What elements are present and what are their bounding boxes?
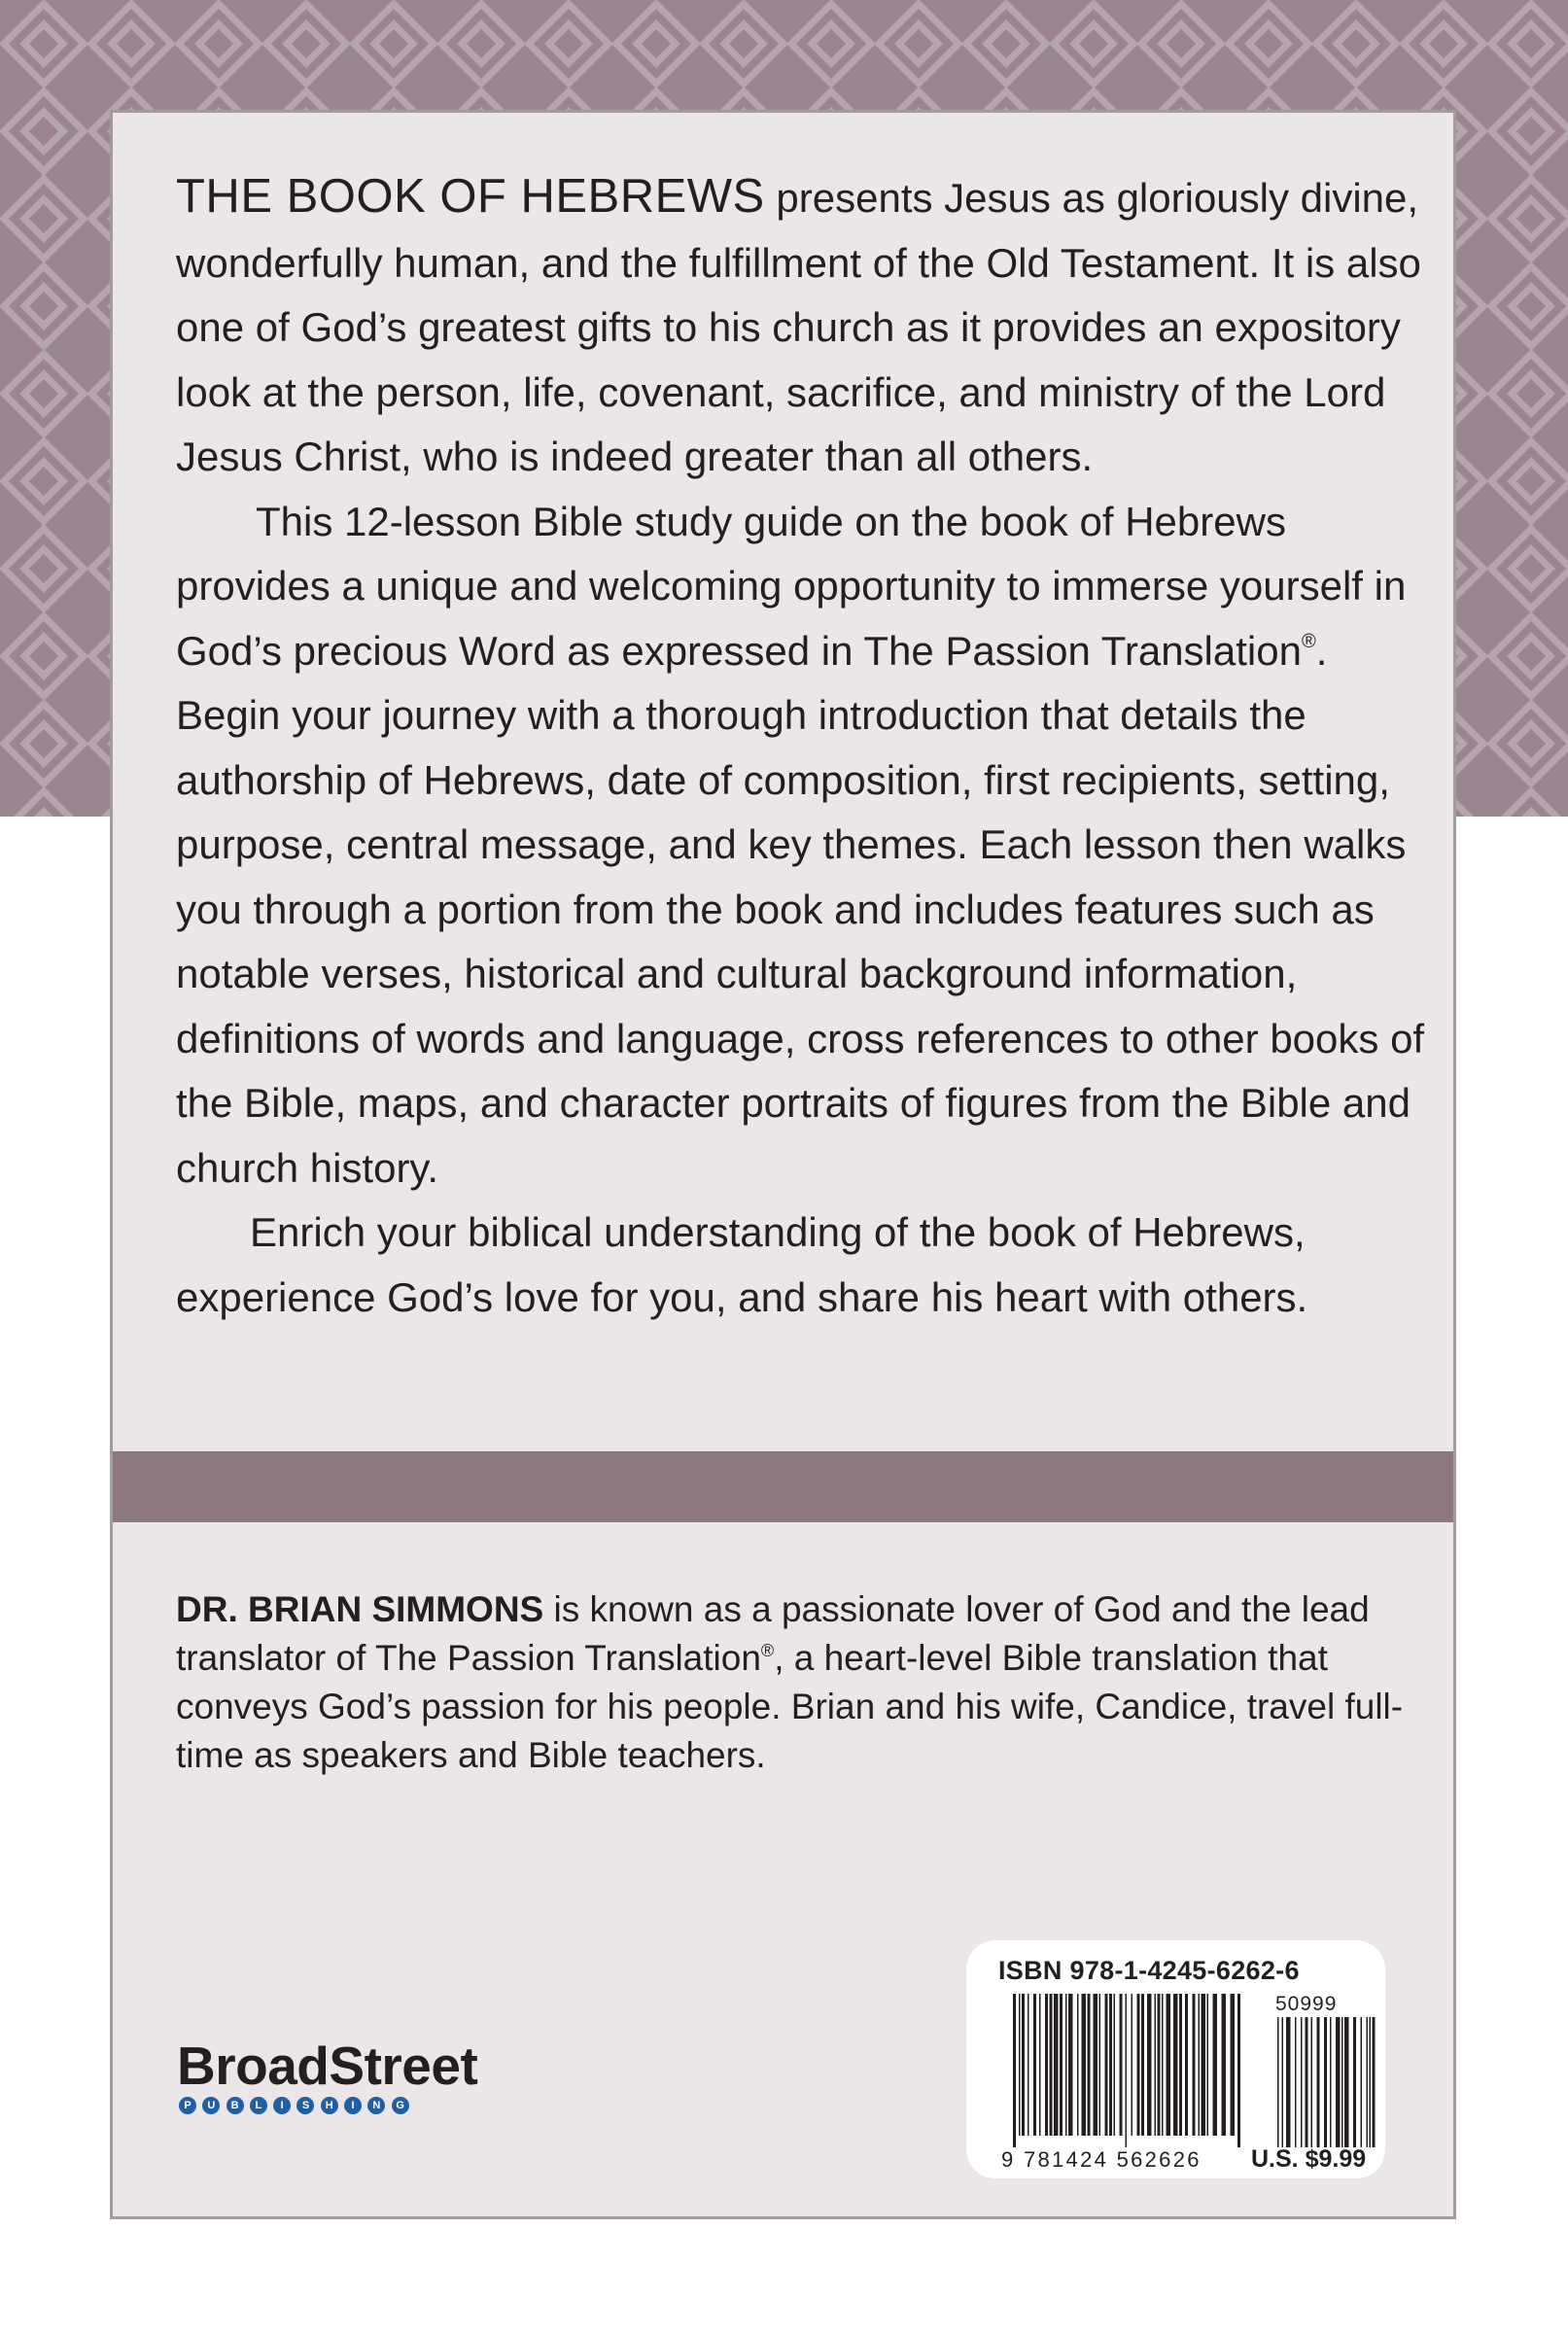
description-p1-text: presents Jesus as gloriously divine, wonderfully human, and the fulfillment of the Old Testament. It is also one of God’s greatest gifts to his church as it provides an expository look at the person, life, covenant, sacrifice, and ministry of the Lord Jesus Christ, who is indeed greater than all others. <box>176 175 1421 479</box>
tagline-letter: B <box>226 2097 244 2114</box>
tagline-letter: S <box>296 2097 314 2114</box>
barcode-bar <box>1114 1994 1116 2136</box>
barcode-bar <box>1213 1994 1218 2136</box>
barcode-bar <box>1199 1994 1201 2136</box>
barcode-bar <box>1162 1994 1164 2136</box>
barcode-bar <box>1222 1994 1227 2136</box>
barcode-bar <box>1126 1994 1128 2147</box>
barcode-bar <box>1207 1994 1209 2136</box>
barcode-bar <box>1068 1994 1073 2136</box>
barcode-bar <box>1342 2017 1343 2147</box>
barcode-bar <box>1039 1994 1041 2136</box>
barcode-bar <box>1306 2017 1308 2147</box>
back-cover-panel <box>110 110 1456 2219</box>
barcode-bar <box>1317 2017 1320 2147</box>
registered-mark: ® <box>1301 630 1316 652</box>
barcode-bar <box>1370 2017 1372 2147</box>
book-description <box>176 164 1430 1330</box>
tagline-letter: L <box>250 2097 267 2114</box>
publisher-tagline <box>179 2097 477 2114</box>
barcode-bar <box>1193 1994 1196 2136</box>
barcode-bar <box>1147 1994 1152 2136</box>
price-label: U.S. $9.99 <box>1251 2145 1367 2173</box>
barcode-bar <box>1137 1994 1140 2136</box>
barcode-bar <box>1173 1994 1178 2136</box>
tagline-letter: G <box>392 2097 409 2114</box>
barcode-bar <box>1277 2017 1279 2147</box>
barcode-bar <box>1155 1994 1157 2136</box>
barcode-bar <box>1237 1994 1240 2147</box>
barcode-bar <box>1077 1994 1079 2136</box>
barcode-bar <box>1082 1994 1087 2136</box>
barcode-bar <box>1028 1994 1029 2136</box>
barcode-bar <box>1060 1994 1063 2136</box>
divider-band <box>113 1451 1453 1522</box>
barcode-bar <box>1109 1994 1112 2136</box>
barcode-bar <box>1141 1994 1144 2136</box>
barcode-bar <box>1353 2017 1356 2147</box>
barcode-bar <box>1065 1994 1067 2136</box>
tagline-letter: P <box>179 2097 196 2114</box>
author-bio-text-start: is known as a passionate lover of God and the lead translator of The Passion Translation <box>176 1589 1370 1678</box>
barcode-bar <box>1336 2017 1341 2147</box>
barcode-bar <box>1185 1994 1188 2136</box>
barcode-bar <box>1054 1994 1059 2136</box>
barcode-bar <box>1295 2017 1297 2147</box>
publisher-logo <box>177 2037 477 2114</box>
description-paragraph-2 <box>176 490 1430 1201</box>
barcode-bar <box>1050 1994 1053 2136</box>
description-p2-text-start: This 12-lesson Bible study guide on the book of Hebrews provides a unique and welcoming opportunity to immerse yourself in God’s precious Word as expressed in The Passion Translation <box>176 498 1407 674</box>
tagline-letter: H <box>321 2097 338 2114</box>
barcode-bar <box>1330 2017 1332 2147</box>
description-paragraph-3: Enrich your biblical understanding of the book of Hebrews, experience God’s love for you, and share his heart with others. <box>176 1209 1308 1320</box>
barcode-box <box>966 1940 1385 2178</box>
tagline-letter: I <box>273 2097 291 2114</box>
barcode-bar <box>1022 1994 1025 2136</box>
barcode-bar <box>1344 2017 1349 2147</box>
barcode-bar <box>1167 1994 1171 2136</box>
barcode-bar <box>1132 1994 1133 2136</box>
author-bio <box>176 1585 1440 1780</box>
barcode-bar <box>1019 1994 1021 2136</box>
isbn-label: ISBN 978-1-4245-6262-6 <box>998 1956 1300 1985</box>
book-title-lead: THE BOOK OF HEBREWS <box>176 170 765 223</box>
tagline-letter: I <box>344 2097 362 2114</box>
barcode-bar <box>1367 2017 1369 2147</box>
barcode-bar <box>1158 1994 1161 2136</box>
barcode-bar <box>1286 2017 1291 2147</box>
barcode-addon-number: 50999 <box>1275 1993 1338 2015</box>
barcode-bar <box>1282 2017 1284 2147</box>
barcode-bar <box>1361 2017 1363 2147</box>
barcode-bar <box>1202 1994 1206 2136</box>
registered-mark: ® <box>760 1641 775 1660</box>
publisher-name: BroadStreet <box>177 2036 478 2096</box>
author-bio-paragraph <box>176 1585 1440 1780</box>
barcode-bar <box>1094 1994 1098 2136</box>
barcode-bar <box>1045 1994 1048 2136</box>
description-paragraph-1 <box>176 164 1430 490</box>
tagline-letter: N <box>367 2097 385 2114</box>
barcode-bar <box>1179 1994 1182 2136</box>
barcode-bar <box>1033 1994 1036 2136</box>
author-bio-text-end: , a heart-level Bible translation that conveys God’s passion for his people. Brian and his wife, Candice, travel full-time as speakers and Bible teachers. <box>176 1638 1404 1775</box>
barcode-bar <box>1324 2017 1327 2147</box>
barcode-bar <box>1105 1994 1108 2136</box>
barcode-digits: 9 781424 562626 <box>1001 2147 1202 2172</box>
barcode-bar <box>1013 1994 1016 2147</box>
barcode-bar <box>1120 1994 1123 2136</box>
tagline-letter: U <box>202 2097 220 2114</box>
barcode-bar <box>1301 2017 1303 2147</box>
barcode-bar <box>1231 1994 1236 2136</box>
barcode-bar <box>1311 2017 1313 2147</box>
barcode-bar <box>1088 1994 1091 2136</box>
barcode-bar <box>1373 2017 1376 2147</box>
description-p2-text-end: . Begin your journey with a thorough introduction that details the authorship of Hebrews, date of composition, first recipients, setting, purpose, central message, and key themes. Each lesson then walks you through a portion from the book and includes features such as notable verses, historical and cultural background information, definitions of words and language, cross references to other books of the Bible, maps, and character portraits of figures from the Bible and church history. <box>176 627 1425 1191</box>
barcode-bar <box>1099 1994 1101 2136</box>
author-name: DR. BRIAN SIMMONS <box>176 1589 544 1629</box>
